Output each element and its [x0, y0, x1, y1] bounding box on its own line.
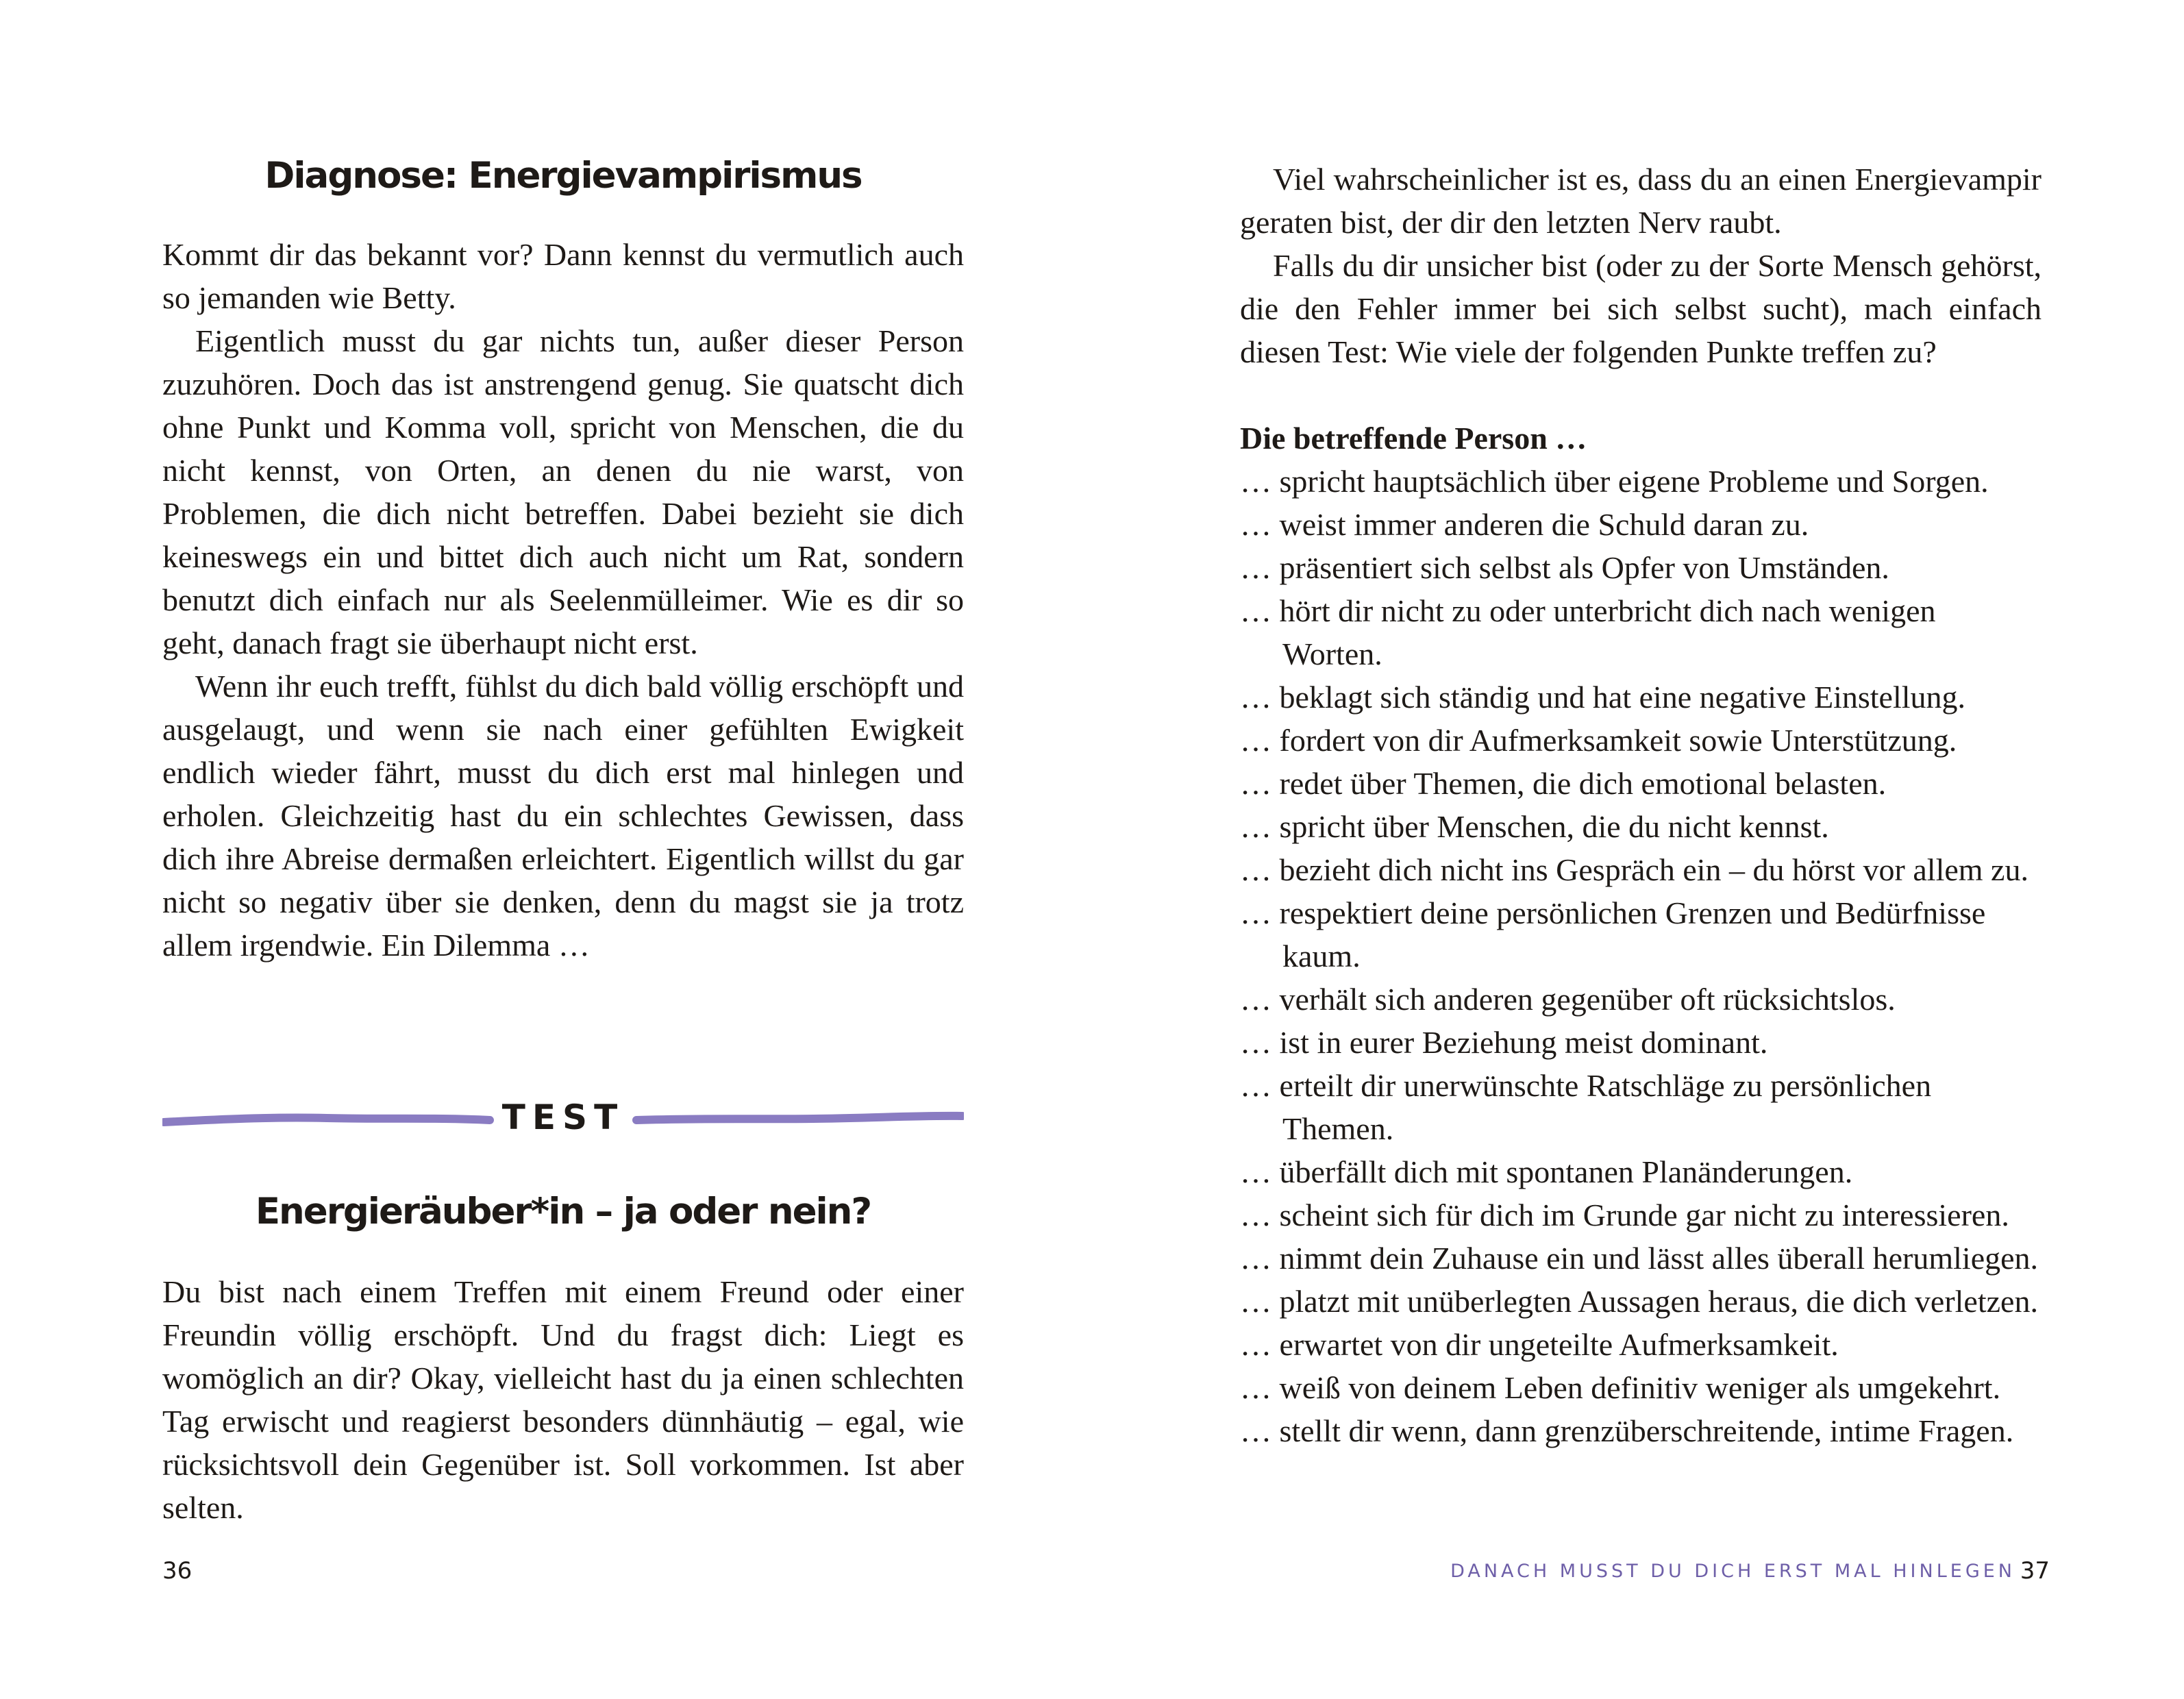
list-item: … weist immer anderen die Schuld daran zu. — [1240, 507, 1809, 542]
list-item: … platzt mit unüberlegten Aussagen heraus, die dich verletzen. — [1240, 1284, 2038, 1319]
test-label: TEST — [501, 1097, 625, 1137]
list-item: … stellt dir wenn, dann grenzüberschreitende, intime Fragen. — [1240, 1413, 2014, 1448]
page-number-right: 37 — [2020, 1557, 2050, 1585]
list-item: … fordert von dir Aufmerksamkeit sowie Unterstützung. — [1240, 723, 1957, 758]
list-item: … bezieht dich nicht ins Gespräch ein – du hörst vor allem zu. — [1240, 852, 2028, 887]
left-text-column — [162, 152, 964, 967]
paragraph-1: Kommt dir das bekannt vor? Dann kennst du vermutlich auch so jemanden wie Betty. — [162, 237, 964, 315]
list-item: … respektiert deine persönlichen Grenzen und Bedürfnisse kaum. — [1240, 895, 1986, 973]
test-divider — [162, 1093, 964, 1141]
list-item: … spricht hauptsächlich über eigene Probleme und Sorgen. — [1240, 464, 1989, 499]
list-lead: Die betreffende Person … — [1240, 421, 1587, 456]
list-item: … ist in eurer Beziehung meist dominant. — [1240, 1025, 1768, 1060]
test-paragraph: Du bist nach einem Treffen mit einem Freund oder einer Freundin völlig erschöpft. Und du fragst dich: Liegt es womöglich an dir? Okay, vielleicht hast du ja einen schlechten Tag erwischt und reagierst besonders dünnhäutig – egal, wie rücksichtsvoll dein Gegenüber ist. Soll vorkommen. Ist aber selten. — [162, 1274, 964, 1525]
list-item: … beklagt sich ständig und hat eine negative Einstellung. — [1240, 680, 1966, 715]
list-item: … überfällt dich mit spontanen Planänderungen. — [1240, 1154, 1853, 1189]
list-item: … nimmt dein Zuhause ein und lässt alles überall herumliegen. — [1240, 1241, 2039, 1276]
test-section — [162, 1188, 964, 1529]
list-item: … verhält sich anderen gegenüber oft rücksichtslos. — [1240, 982, 1896, 1017]
right-text-column — [1240, 158, 2042, 1452]
list-item: … erteilt dir unerwünschte Ratschläge zu persönlichen Themen. — [1240, 1068, 1932, 1146]
test-heading: Energieräuber*in – ja oder nein? — [255, 1191, 871, 1232]
section-heading: Diagnose: Energievampirismus — [264, 155, 862, 197]
paragraph-3: Wenn ihr euch trefft, fühlst du dich bald völlig erschöpft und ausgelaugt, und wenn sie nach einer gefühlten Ewigkeit endlich wieder fährt, musst du dich erst mal hinlegen und erholen. Gleichzeitig hast du ein schlechtes Gewissen, dass dich ihre Abreise dermaßen erleichtert. Eigentlich willst du gar nicht so negativ über sie denken, denn du magst sie ja trotz allem irgendwie. Ein Dilemma … — [162, 669, 964, 963]
criteria-list — [1240, 460, 2042, 1452]
right-paragraph-2: Falls du dir unsicher bist (oder zu der Sorte Mensch gehörst, die den Fehler immer bei sich selbst sucht), mach einfach diesen Test: Wie viele der folgenden Punkte treffen zu? — [1240, 248, 2042, 369]
running-head: DANACH MUSST DU DICH ERST MAL HINLEGEN — [1450, 1561, 2015, 1582]
list-item: … hört dir nicht zu oder unterbricht dich nach wenigen Worten. — [1240, 593, 1936, 671]
list-item: … spricht über Menschen, die du nicht kennst. — [1240, 809, 1829, 844]
right-page — [1092, 0, 2184, 1699]
list-item: … erwartet von dir ungeteilte Aufmerksamkeit. — [1240, 1327, 1839, 1362]
page-number-left: 36 — [162, 1557, 193, 1585]
list-item: … redet über Themen, die dich emotional belasten. — [1240, 766, 1887, 801]
list-item: … weiß von deinem Leben definitiv weniger als umgekehrt. — [1240, 1370, 2001, 1405]
right-paragraph-1: Viel wahrscheinlicher ist es, dass du an einen Energievampir geraten bist, der dir den letzten Nerv raubt. — [1240, 162, 2042, 240]
list-item: … präsentiert sich selbst als Opfer von Umständen. — [1240, 550, 1889, 585]
list-item: … scheint sich für dich im Grunde gar nicht zu interessieren. — [1240, 1198, 2009, 1232]
paragraph-2: Eigentlich musst du gar nichts tun, außer dieser Person zuzuhören. Doch das ist anstrengend genug. Sie quatscht dich ohne Punkt und Komma voll, spricht von Menschen, die du nicht kennst, von Orten, an denen du nie warst, von Problemen, die dich nicht betreffen. Dabei bezieht sie dich keineswegs ein und bittet dich auch nicht um Rat, sondern benutzt dich einfach nur als Seelenmülleimer. Wie es dir so geht, danach fragt sie überhaupt nicht erst. — [162, 323, 964, 660]
